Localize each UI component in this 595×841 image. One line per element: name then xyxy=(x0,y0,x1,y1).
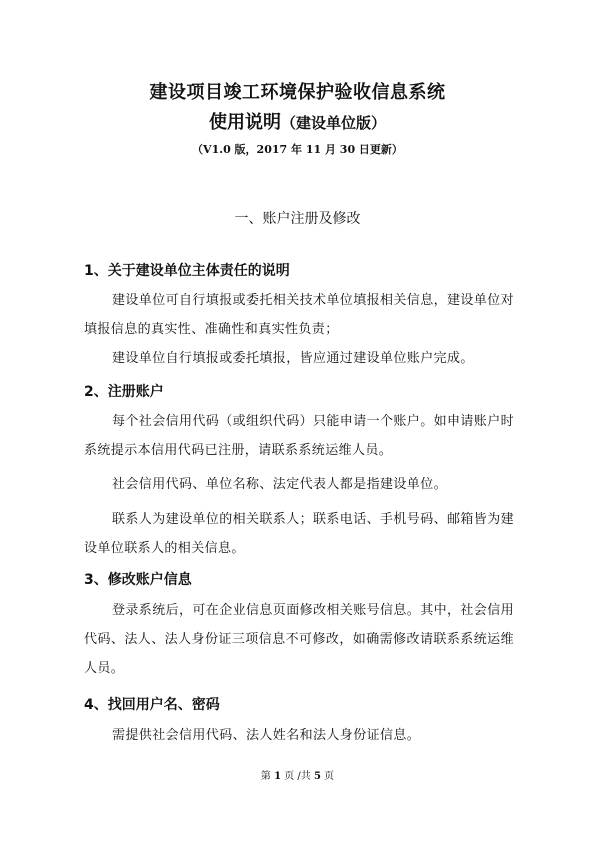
footer-prefix: 第 xyxy=(260,771,271,782)
item-1-paragraph-1: 建设单位可自行填报或委托相关技术单位填报相关信息，建设单位对填报信息的真实性、准确性和真实性负责； xyxy=(84,293,515,337)
document-subtitle xyxy=(0,108,595,134)
subtitle-text: 使用说明 xyxy=(208,112,281,133)
item-heading-4: 4、找回用户名、密码 xyxy=(84,697,220,713)
item-heading-3: 3、修改账户信息 xyxy=(84,572,192,588)
total-page-number: 5 xyxy=(313,771,321,782)
current-page-number: 1 xyxy=(274,771,282,782)
item-2-paragraph-2: 社会信用代码、单位名称、法定代表人都是指建设单位。 xyxy=(112,477,448,492)
footer-suffix: 页 xyxy=(324,771,335,782)
item-2-paragraph-3: 联系人为建设单位的相关联系人；联系电话、手机号码、邮箱皆为建设单位联系人的相关信息。 xyxy=(84,512,515,556)
item-heading-2: 2、注册账户 xyxy=(84,384,164,400)
section-title: 一、账户注册及修改 xyxy=(234,211,361,227)
item-3-paragraph-1: 登录系统后，可在企业信息页面修改相关账号信息。其中，社会信用代码、法人、法人身份证三项信息不可修改，如确需修改请联系系统运维人员。 xyxy=(84,603,515,676)
item-heading-1: 1、关于建设单位主体责任的说明 xyxy=(84,263,290,279)
subtitle-note: （建设单位版） xyxy=(280,114,386,132)
document-title: 建设项目竣工环境保护验收信息系统 xyxy=(149,82,446,103)
item-2-paragraph-1: 每个社会信用代码（或组织代码）只能申请一个账户。如申请账户时系统提示本信用代码已注册，请联系系统运维人员。 xyxy=(84,414,515,458)
item-1-paragraph-2: 建设单位自行填报或委托填报，皆应通过建设单位账户完成。 xyxy=(112,351,474,366)
version-note: （V1.0 版，2017 年 11 月 30 日更新） xyxy=(192,143,403,156)
item-4-paragraph-1: 需提供社会信用代码、法人姓名和法人身份证信息。 xyxy=(112,728,421,743)
footer-middle: 页 /共 xyxy=(284,771,311,782)
page-footer xyxy=(0,767,595,782)
